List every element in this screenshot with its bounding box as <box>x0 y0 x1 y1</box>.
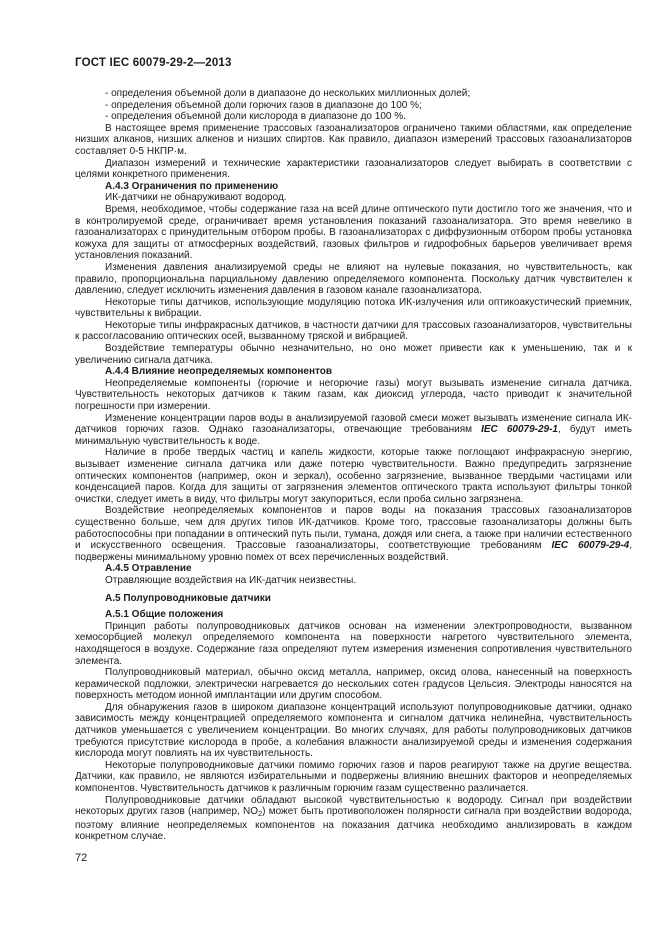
text-run: IEC 60079-29-4 <box>551 540 630 552</box>
paragraph <box>75 621 632 667</box>
text-run: Наличие в пробе твердых частиц и капель жидкости, которые также поглощают инфракрасную энергию, вызывает изменение сигнала датчика или даже потерю чувствительности. Важно предупредить загрязнение оптических компонентов (например, окон и зеркал), особенно загрязнение, вызванное твердыми частицами или конденсацией паров. Когда для защиты от загрязнения элементов оптического тракта используют фильтры тонкой очистки, следует иметь в виду, что фильтры могут закупориться, если проба сильно загрязнена. <box>75 447 632 505</box>
section-heading <box>75 366 632 378</box>
text-run: - определения объемной доли в диапазоне до нескольких миллионных долей; <box>105 88 471 99</box>
page-content <box>75 88 632 843</box>
text-run: Принцип работы полупроводниковых датчиков основан на изменении электропроводности, вызванном хемосорбцией молекул определяемого компонента на поверхности нагретого чувствительного элемента, находящегося в воздухе. Содержание газа определяют путем измерения изменения сопротивления чувствительного элемента. <box>75 620 632 667</box>
text-run: А.5.1 Общие положения <box>105 609 224 621</box>
text-run: 2 <box>258 809 263 819</box>
text-run: Изменения давления анализируемой среды не влияют на нулевые показания, но чувствительность, как правило, пропорциональна парциальному давлению определяемого компонента. Поскольку датчик чувствителен к давлению, следует исключить изменения давления в газовом канале газоанализатора. <box>75 261 632 297</box>
document-page <box>75 57 632 864</box>
paragraph <box>75 505 632 563</box>
paragraph <box>75 343 632 366</box>
paragraph <box>75 575 632 587</box>
paragraph <box>75 702 632 760</box>
text-run: , будут иметь минимальную чувствительность к воде. <box>75 424 632 447</box>
chapter-heading <box>75 593 632 605</box>
paragraph <box>75 158 632 181</box>
text-run: А.4.5 Отравление <box>105 563 192 575</box>
text-run: А.5 Полупроводниковые датчики <box>105 592 271 604</box>
text-run: Некоторые типы датчиков, использующие модуляцию потока ИК-излучения или оптикоакустический приемник, чувствительны к вибрации. <box>75 296 632 320</box>
paragraph <box>75 204 632 262</box>
section-heading <box>75 181 632 193</box>
paragraph <box>75 262 632 297</box>
paragraph <box>75 413 632 448</box>
paragraph <box>75 760 632 795</box>
paragraph <box>75 378 632 413</box>
list-item <box>75 111 632 123</box>
text-run: Полупроводниковые датчики обладают высокой чувствительностью к водороду. Сигнал при воздействии некоторых других газов (например, NO <box>75 794 632 818</box>
text-run: Отравляющие воздействия на ИК-датчик неизвестны. <box>105 574 357 586</box>
document-header: ГОСТ IEC 60079-29-2—2013 <box>75 57 232 69</box>
section-heading <box>75 609 632 621</box>
page-number: 72 <box>75 852 88 864</box>
list-item <box>75 88 632 100</box>
paragraph <box>75 320 632 343</box>
text-run: Полупроводниковый материал, обычно оксид металла, например, оксид олова, нанесенный на поверхность керамической подложки, электрически нагревается до нескольких сотен градусов Цельсия. Электроды наносятся на поверхность методом ионной имплантации или другим способом. <box>75 667 632 702</box>
paragraph <box>75 667 632 702</box>
paragraph <box>75 447 632 505</box>
text-run: Для обнаружения газов в широком диапазоне концентраций используют полупроводниковые датчики, однако зависимость между концентрацией определяемого компонента и сигналом датчика нелинейна, чувствительность датчиков уменьшается с увеличением концентрации. Во многих случаях, для работы полупроводниковых датчиков требуются присутствие кислорода в пробе, а колебания влажности анализируемой среды и изменения содержания кислорода могут повлиять на их чувствительность. <box>75 701 632 760</box>
text-run: Некоторые типы инфракрасных датчиков, в частности датчики для трассовых газоанализаторов, чувствительны к рассогласованию оптических осей, вызванному тряской и вибрацией. <box>75 319 632 343</box>
text-run: Неопределяемые компоненты (горючие и негорючие газы) могут вызывать изменение сигнала датчика. Чувствительность некоторых датчиков к таким газам, как диоксид углерода, часто приводит к значительной погрешности при измерении. <box>75 377 632 413</box>
paragraph <box>75 297 632 320</box>
paragraph <box>75 795 632 843</box>
text-run: ) может быть противоположен полярности сигнала при воздействии водорода, поэтому влияние неопределяемых компонентов на показания датчика необходимо анализировать в каждом конкретном случае. <box>75 806 632 843</box>
text-run: Воздействие температуры обычно незначительно, но оно может привести как к уменьшению, так и к увеличению сигнала датчика. <box>75 343 632 366</box>
text-run: , подвержены минимальному уровню помех от всех перечисленных воздействий. <box>75 540 632 563</box>
text-run: IEC 60079-29-1 <box>481 424 558 436</box>
text-run: Диапазон измерений и технические характеристики газоанализаторов следует выбирать в соответствии с целями конкретного применения. <box>75 157 632 181</box>
section-heading <box>75 563 632 575</box>
list-item <box>75 100 632 112</box>
text-run: А.4.3 Ограничения по применению <box>105 180 279 192</box>
text-run: - определения объемной доли кислорода в диапазоне до 100 %. <box>105 111 406 123</box>
text-run: А.4.4 Влияние неопределяемых компонентов <box>105 366 333 378</box>
text-run: В настоящее время применение трассовых газоанализаторов ограничено такими областями, как определение низших алканов, низших алкенов и низших спиртов. Как правило, диапазон измерений трассовых газоанализаторов составляет 0-5 НКПР·м. <box>75 122 632 157</box>
text-run: - определения объемной доли горючих газов в диапазоне до 100 %; <box>105 99 422 111</box>
paragraph <box>75 123 632 158</box>
text-run: Некоторые полупроводниковые датчики помимо горючих газов и паров реагируют также на другие вещества. Датчики, как правило, не являются избирательными и подвержены влиянию внешних факторов и неопределяемых компонентов. Чувствительность датчиков к различным горючим газам существенно различается. <box>75 759 632 795</box>
text-run: Воздействие неопределяемых компонентов и паров воды на показания трассовых газоанализаторов существенно больше, чем для других типов ИК-датчиков. Кроме того, трассовые газоанализаторы должны быть работоспособны при попадании в оптический путь пыли, тумана, дождя или снега, а также при наличии естественного и искусственного освещения. Трассовые газоанализаторы, соответствующие требованиям <box>75 505 632 552</box>
text-run: Время, необходимое, чтобы содержание газа на всей длине оптического пути достигло того же значения, что и в контролируемой среде, ограничивает время установления показаний газоанализатора. Это время невелико в газоанализаторах с принудительным отбором пробы. В газоанализаторах с диффузионным отбором пробы установка кожуха для защиты от атмосферных воздействий, газовых фильтров и гидрофобных барьеров увеличивает время установления показаний. <box>75 203 632 262</box>
text-run: Изменение концентрации паров воды в анализируемой газовой смеси может вызывать изменение сигнала ИК-датчиков горючих газов. Однако газоанализаторы, отвечающие требованиям <box>75 412 632 436</box>
paragraph <box>75 192 632 204</box>
text-run: ИК-датчики не обнаруживают водород. <box>105 192 287 204</box>
